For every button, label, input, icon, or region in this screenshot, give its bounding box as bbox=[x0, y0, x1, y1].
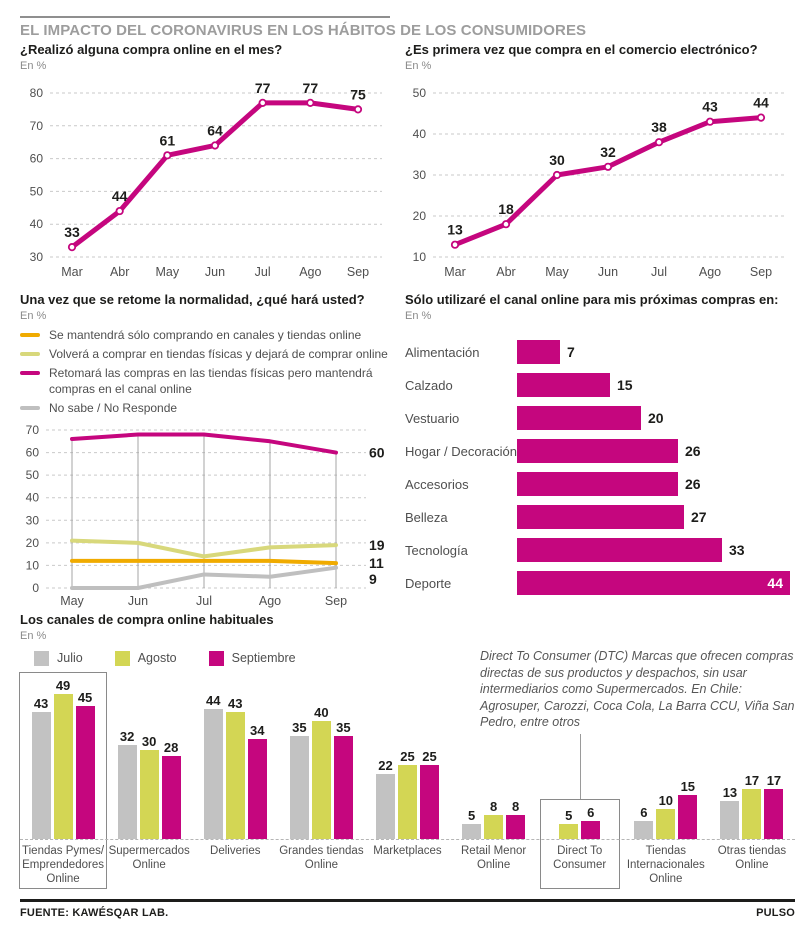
chart-unit-label: En % bbox=[20, 629, 47, 642]
chart-monthly-online-purchase bbox=[20, 42, 392, 283]
chart-habitual-channels bbox=[20, 612, 795, 910]
x-tick-label: Mar bbox=[61, 264, 83, 279]
bar-agosto bbox=[656, 809, 675, 839]
bar-value-label: 8 bbox=[511, 798, 520, 814]
x-tick-label: Sep bbox=[749, 264, 773, 279]
bar-septiembre bbox=[506, 815, 525, 839]
value-label: 18 bbox=[498, 200, 514, 217]
x-tick-label: Ago bbox=[299, 264, 322, 279]
bar-agosto bbox=[140, 750, 159, 839]
bar-value-label: 5 bbox=[565, 807, 573, 823]
bar-with-label bbox=[720, 786, 739, 839]
bar-with-label bbox=[634, 806, 653, 839]
bar-group bbox=[451, 800, 537, 839]
chart-first-time-ecommerce bbox=[405, 42, 797, 283]
legend-item bbox=[20, 401, 396, 416]
data-point bbox=[307, 99, 313, 105]
value-label: 43 bbox=[702, 98, 718, 115]
value-label: 44 bbox=[111, 187, 128, 204]
chart-unit-label: En % bbox=[405, 59, 432, 72]
bar-row bbox=[405, 501, 797, 534]
end-value-label: 11 bbox=[369, 555, 384, 572]
bar-with-label bbox=[290, 721, 309, 839]
source-credit: FUENTE: KAWÉSQAR LAB. bbox=[20, 907, 169, 919]
bar-value-label: 25 bbox=[400, 748, 415, 764]
bar-with-label bbox=[248, 724, 267, 839]
bar-value-label: 26 bbox=[685, 476, 701, 493]
bar-row bbox=[405, 435, 797, 468]
bar-group bbox=[709, 774, 795, 839]
data-point bbox=[116, 207, 122, 213]
footer-rule bbox=[20, 899, 795, 902]
x-tick-label: Abr bbox=[109, 264, 130, 279]
data-point bbox=[212, 142, 218, 148]
bar-value-label: 43 bbox=[228, 695, 243, 711]
bar-julio bbox=[290, 736, 309, 839]
bar-value-label: 34 bbox=[250, 722, 265, 738]
chart-unit-label: En % bbox=[405, 309, 432, 322]
x-tick-label: Jun bbox=[127, 594, 149, 609]
legend-label: Septiembre bbox=[231, 651, 296, 666]
bar-septiembre bbox=[420, 765, 439, 839]
legend-label: Agosto bbox=[137, 651, 177, 666]
category-label: Tiendas Internacionales Online bbox=[626, 844, 705, 885]
bar-with-label bbox=[462, 809, 481, 839]
bar-group bbox=[278, 706, 364, 839]
chart-legend bbox=[20, 328, 396, 417]
legend-label: Volverá a comprar en tiendas físicas y dejará de comprar online bbox=[49, 346, 388, 361]
category-label: Otras tiendas Online bbox=[717, 844, 787, 871]
bar-value-label: 20 bbox=[648, 410, 664, 427]
data-line bbox=[455, 117, 761, 244]
y-tick-label: 20 bbox=[25, 536, 39, 551]
legend-item bbox=[20, 366, 396, 397]
bar-value-label: 32 bbox=[119, 728, 135, 744]
bar-value-label: 45 bbox=[77, 689, 93, 705]
bar-septiembre bbox=[764, 789, 783, 839]
data-line bbox=[72, 561, 336, 563]
brand-credit: PULSO bbox=[756, 907, 795, 919]
bar-with-label bbox=[162, 741, 181, 839]
bar bbox=[517, 439, 678, 463]
bar-with-label bbox=[140, 735, 159, 839]
channel-group bbox=[106, 672, 192, 910]
category-label: Tiendas Pymes/ Emprendedores Online bbox=[22, 844, 105, 885]
value-label: 64 bbox=[207, 122, 223, 139]
bar-agosto bbox=[398, 765, 417, 839]
bar-with-label bbox=[376, 759, 395, 839]
legend-label: No sabe / No Responde bbox=[49, 401, 178, 416]
data-point bbox=[69, 244, 75, 250]
data-point bbox=[554, 171, 560, 177]
bar-julio bbox=[376, 774, 395, 839]
bar-group bbox=[192, 694, 278, 839]
y-tick-label: 20 bbox=[412, 208, 426, 223]
bar-value-label: 6 bbox=[640, 804, 648, 820]
bar-value-label: 35 bbox=[292, 719, 307, 735]
data-point bbox=[605, 163, 611, 169]
bar-value-label: 44 bbox=[206, 692, 221, 708]
end-value-label: 19 bbox=[369, 537, 385, 554]
end-value-label: 9 bbox=[369, 571, 377, 588]
x-tick-label: May bbox=[60, 594, 84, 609]
data-point bbox=[355, 106, 361, 112]
y-tick-label: 0 bbox=[32, 581, 39, 596]
legend-swatch bbox=[34, 651, 49, 666]
annotation-connector-line bbox=[580, 734, 581, 799]
data-point bbox=[758, 114, 764, 120]
x-tick-label: Ago bbox=[258, 594, 282, 609]
bar-with-label bbox=[678, 780, 697, 839]
x-tick-label: Abr bbox=[496, 264, 516, 279]
bar-row bbox=[405, 336, 797, 369]
bar-value-label: 7 bbox=[567, 344, 575, 361]
value-label: 13 bbox=[447, 221, 463, 238]
bar bbox=[517, 406, 641, 430]
data-point bbox=[452, 241, 458, 247]
bar-julio bbox=[634, 821, 653, 839]
bar-agosto bbox=[484, 815, 503, 839]
bar-value-label: 35 bbox=[336, 719, 351, 735]
bar-with-label bbox=[312, 706, 331, 839]
bar-value-label: 8 bbox=[489, 798, 498, 814]
bar-value-label: 27 bbox=[691, 509, 707, 526]
category-label: Calzado bbox=[405, 377, 453, 393]
bar-agosto bbox=[742, 789, 761, 839]
bar-with-label bbox=[420, 750, 439, 839]
bar-group bbox=[623, 780, 709, 839]
bar-value-label: 49 bbox=[55, 677, 71, 693]
highlight-box bbox=[19, 672, 107, 889]
bar-row bbox=[405, 468, 797, 501]
bar-group bbox=[364, 750, 450, 839]
bar-value-label: 17 bbox=[766, 772, 782, 788]
bar-agosto bbox=[312, 721, 331, 839]
bar-value-label: 30 bbox=[141, 733, 157, 749]
chart-title: Una vez que se retome la normalidad, ¿qué hará usted? bbox=[20, 292, 365, 307]
multi-line-chart-canvas bbox=[20, 420, 396, 612]
y-tick-label: 70 bbox=[29, 118, 43, 133]
bar-value-label: 17 bbox=[744, 772, 760, 788]
page-title: EL IMPACTO DEL CORONAVIRUS EN LOS HÁBITOS DE LOS CONSUMIDORES bbox=[20, 22, 587, 39]
value-label: 33 bbox=[64, 223, 80, 240]
chart-unit-label: En % bbox=[20, 59, 47, 72]
x-tick-label: Jul bbox=[196, 594, 212, 609]
category-label: Retail Menor Online bbox=[461, 844, 527, 871]
bar-with-label bbox=[398, 750, 417, 839]
legend-swatch bbox=[20, 371, 40, 375]
x-tick-label: Jun bbox=[597, 264, 619, 279]
category-label: Vestuario bbox=[405, 410, 460, 426]
chart-title: ¿Realizó alguna compra online en el mes? bbox=[20, 42, 283, 57]
bar-septiembre bbox=[678, 795, 697, 839]
y-tick-label: 70 bbox=[25, 423, 39, 438]
bar-value-label: 5 bbox=[467, 807, 476, 823]
y-tick-label: 50 bbox=[412, 85, 426, 100]
y-tick-label: 40 bbox=[25, 491, 39, 506]
legend-swatch bbox=[20, 406, 40, 410]
bar-julio bbox=[204, 709, 223, 839]
bar-value-label: 13 bbox=[722, 784, 738, 800]
data-point bbox=[707, 118, 713, 124]
y-tick-label: 50 bbox=[29, 183, 43, 198]
bar-value-label: 6 bbox=[587, 804, 595, 820]
highlight-box bbox=[540, 799, 620, 889]
dtc-annotation: Direct To Consumer (DTC) Marcas que ofrecen compras directas de sus productos y despachos, sin usar intermediarios como Supermercados. En Chile: Agrosuper, Carozzi, Coca Cola, La Barra CCU, Viña San Pedro, entre otros bbox=[480, 649, 795, 729]
bar-agosto bbox=[226, 712, 245, 839]
legend-item bbox=[34, 651, 83, 666]
y-tick-label: 80 bbox=[29, 85, 43, 100]
channel-group bbox=[364, 672, 450, 910]
x-tick-label: May bbox=[155, 264, 180, 279]
category-label: Accesorios bbox=[405, 476, 469, 492]
legend-label: Retomará las compras en las tiendas físicas pero mantendrá compras en el canal online bbox=[49, 366, 373, 396]
legend-item bbox=[115, 651, 177, 666]
bar-value-label: 10 bbox=[658, 792, 674, 808]
legend-swatch bbox=[115, 651, 130, 666]
bar-value-label: 25 bbox=[422, 748, 437, 764]
bar bbox=[517, 571, 790, 595]
legend-item bbox=[20, 328, 396, 343]
legend-label: Julio bbox=[57, 651, 83, 666]
bar-septiembre bbox=[162, 756, 181, 839]
bar-group bbox=[106, 730, 192, 839]
bar-value-label: 44 bbox=[767, 575, 783, 592]
bar-with-label bbox=[484, 800, 503, 839]
value-label: 44 bbox=[753, 94, 769, 111]
value-label: 38 bbox=[651, 118, 667, 135]
category-label: Direct To Consumer bbox=[553, 844, 607, 871]
bar-with-label bbox=[118, 730, 137, 839]
bar-row bbox=[405, 534, 797, 567]
category-label: Tecnología bbox=[405, 542, 468, 558]
category-label: Belleza bbox=[405, 509, 448, 525]
y-tick-label: 10 bbox=[412, 249, 426, 264]
category-label: Supermercados Online bbox=[108, 844, 190, 871]
line-chart-canvas bbox=[20, 73, 392, 283]
bar-with-label bbox=[334, 721, 353, 839]
category-label: Hogar / Decoración bbox=[405, 443, 517, 459]
bar-value-label: 15 bbox=[617, 377, 633, 394]
legend-swatch bbox=[20, 352, 40, 356]
channel-group bbox=[20, 672, 106, 910]
bar-with-label bbox=[204, 694, 223, 839]
value-label: 75 bbox=[350, 85, 366, 102]
bar bbox=[517, 538, 722, 562]
bar-value-label: 43 bbox=[33, 695, 49, 711]
bar-septiembre bbox=[248, 739, 267, 839]
y-tick-label: 60 bbox=[25, 445, 39, 460]
category-label: Marketplaces bbox=[373, 844, 442, 857]
bar-with-label bbox=[742, 774, 761, 839]
bar-row bbox=[405, 369, 797, 402]
legend-item bbox=[20, 347, 396, 362]
bar bbox=[517, 505, 684, 529]
x-tick-label: May bbox=[545, 264, 569, 279]
bar-value-label: 26 bbox=[685, 443, 701, 460]
value-label: 77 bbox=[254, 79, 271, 96]
chart-title: ¿Es primera vez que compra en el comercio electrónico? bbox=[405, 42, 758, 57]
horizontal-bar-chart bbox=[405, 336, 797, 600]
footer bbox=[20, 907, 795, 919]
value-label: 32 bbox=[600, 143, 616, 160]
channel-group bbox=[192, 672, 278, 910]
bar-value-label: 33 bbox=[729, 542, 745, 559]
x-axis-line bbox=[20, 839, 795, 840]
x-tick-label: Jul bbox=[651, 264, 667, 279]
y-tick-label: 40 bbox=[412, 126, 426, 141]
y-tick-label: 30 bbox=[25, 513, 39, 528]
chart-online-only-categories bbox=[405, 292, 797, 600]
y-tick-label: 60 bbox=[29, 151, 43, 166]
bar bbox=[517, 340, 560, 364]
x-tick-label: Jun bbox=[204, 264, 226, 279]
value-label: 77 bbox=[302, 79, 319, 96]
bar-with-label bbox=[764, 774, 783, 839]
bar-with-label bbox=[506, 800, 525, 839]
legend-label: Se mantendrá sólo comprando en canales y tiendas online bbox=[49, 327, 362, 342]
data-point bbox=[259, 99, 265, 105]
channel-group bbox=[278, 672, 364, 910]
bar-value-label: 40 bbox=[314, 704, 329, 720]
category-label: Grandes tiendas Online bbox=[279, 844, 364, 871]
bar-value-label: 28 bbox=[163, 739, 179, 755]
category-label: Deliveries bbox=[210, 844, 261, 857]
bar-julio bbox=[720, 801, 739, 839]
x-tick-label: Sep bbox=[324, 594, 348, 609]
top-rule bbox=[20, 16, 390, 18]
value-label: 61 bbox=[159, 131, 176, 148]
bar-with-label bbox=[656, 794, 675, 839]
bar-septiembre bbox=[334, 736, 353, 839]
legend-swatch bbox=[20, 333, 40, 337]
chart-title: Los canales de compra online habituales bbox=[20, 612, 274, 627]
bar-row bbox=[405, 567, 797, 600]
y-tick-label: 30 bbox=[29, 249, 43, 264]
bar-value-label: 22 bbox=[378, 757, 393, 773]
value-label: 30 bbox=[549, 151, 565, 168]
legend-item bbox=[209, 651, 296, 666]
end-value-label: 60 bbox=[369, 444, 385, 461]
bar-julio bbox=[462, 824, 481, 839]
bar bbox=[517, 472, 678, 496]
x-tick-label: Mar bbox=[444, 264, 466, 279]
bar-with-label bbox=[226, 697, 245, 839]
y-tick-label: 10 bbox=[25, 558, 39, 573]
bar bbox=[517, 373, 610, 397]
data-point bbox=[656, 139, 662, 145]
data-point bbox=[503, 221, 509, 227]
data-point bbox=[164, 152, 170, 158]
category-label: Alimentación bbox=[405, 344, 480, 360]
x-tick-label: Jul bbox=[254, 264, 271, 279]
y-tick-label: 40 bbox=[29, 216, 43, 231]
bar-value-label: 15 bbox=[680, 778, 696, 794]
chart-unit-label: En % bbox=[20, 309, 47, 322]
bar-row bbox=[405, 402, 797, 435]
y-tick-label: 50 bbox=[25, 468, 39, 483]
line-chart-canvas bbox=[405, 73, 797, 283]
chart-after-normality bbox=[20, 292, 396, 612]
x-tick-label: Ago bbox=[698, 264, 722, 279]
category-label: Deporte bbox=[405, 575, 452, 591]
x-tick-label: Sep bbox=[346, 264, 370, 279]
legend-swatch bbox=[209, 651, 224, 666]
chart-title: Sólo utilizaré el canal online para mis próximas compras en: bbox=[405, 292, 779, 307]
y-tick-label: 30 bbox=[412, 167, 426, 182]
bar-julio bbox=[118, 745, 137, 839]
